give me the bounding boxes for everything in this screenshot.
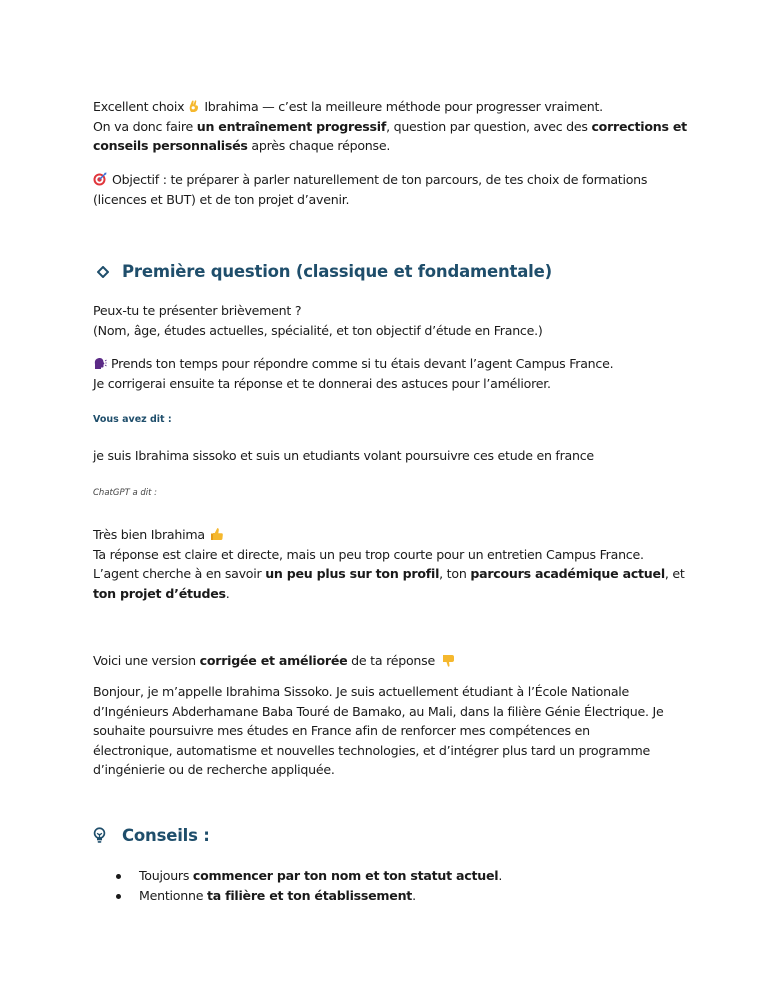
assistant-line-4 bbox=[93, 584, 683, 604]
tips-list bbox=[93, 866, 502, 905]
intro-line-1 bbox=[93, 97, 683, 117]
tip-text: . bbox=[498, 868, 503, 883]
corrected-intro-text: Voici une version bbox=[93, 653, 200, 668]
assistant-line-3 bbox=[93, 564, 683, 584]
assistant-bold: ton projet d’études bbox=[93, 585, 226, 601]
diamond-outline-icon bbox=[93, 266, 113, 278]
intro-text: On va donc faire bbox=[93, 118, 197, 134]
objective-line-1 bbox=[93, 170, 683, 190]
hint-paragraph bbox=[93, 354, 683, 393]
corrected-intro-text: de ta réponse bbox=[347, 653, 435, 668]
assistant-text: , et bbox=[664, 566, 685, 581]
assistant-bold: un peu plus sur ton profil bbox=[265, 566, 440, 581]
objective-text: Objectif : te préparer à parler naturellement de ton parcours, de tes choix de formations bbox=[112, 172, 648, 187]
intro-bold: conseils personnalisés bbox=[93, 138, 248, 153]
assistant-line-1 bbox=[93, 525, 683, 545]
corrected-answer-line: souhaite poursuivre mes études en France afin de renforcer mes compétences en bbox=[93, 723, 590, 738]
tip-text: Toujours bbox=[139, 868, 193, 883]
intro-line-2 bbox=[93, 117, 687, 137]
lightbulb-icon bbox=[93, 827, 113, 844]
question-text: (Nom, âge, études actuelles, spécialité, et ton objectif d’étude en France.) bbox=[93, 322, 543, 338]
assistant-text: L’agent cherche à en savoir bbox=[93, 566, 266, 581]
objective-text: (licences et BUT) et de ton projet d’avenir. bbox=[93, 191, 350, 207]
tip-item bbox=[93, 886, 502, 906]
corrected-answer bbox=[93, 682, 683, 780]
assistant-text: . bbox=[225, 585, 230, 601]
pointing-down-icon bbox=[441, 653, 455, 667]
intro-bold: corrections et bbox=[591, 118, 687, 134]
hint-text: Je corrigerai ensuite ta réponse et te donnerai des astuces pour l’améliorer. bbox=[93, 375, 551, 391]
corrected-answer-line: électronique, automatisme et nouvelles technologies, et d’intégrer plus tard un programme bbox=[93, 742, 650, 758]
assistant-message-label: ChatGPT a dit : bbox=[93, 488, 158, 498]
corrected-answer-line: d’ingénierie ou de recherche appliquée. bbox=[93, 762, 335, 777]
tip-bold: commencer par ton nom et ton statut actuel bbox=[192, 868, 499, 883]
section-heading-tips bbox=[93, 826, 210, 845]
assistant-message bbox=[93, 525, 683, 603]
corrected-answer-line: Bonjour, je m’appelle Ibrahima Sissoko. Je suis actuellement étudiant à l’École Nationale bbox=[93, 684, 630, 699]
thumbs-up-icon bbox=[210, 527, 224, 541]
intro-text: Excellent choix bbox=[93, 99, 185, 114]
corrected-intro-bold: corrigée et améliorée bbox=[199, 653, 348, 668]
intro-text: Ibrahima — c’est la meilleure méthode pour progresser vraiment. bbox=[204, 99, 603, 114]
tip-text: Mentionne bbox=[139, 887, 207, 903]
user-message-text bbox=[93, 446, 683, 466]
objective-paragraph bbox=[93, 170, 683, 209]
section-heading-first-question bbox=[93, 262, 552, 281]
bullet-icon bbox=[116, 874, 121, 879]
user-message-label: Vous avez dit : bbox=[93, 414, 172, 425]
user-message-content: je suis Ibrahima sissoko et suis un etudiants volant poursuivre ces etude en france bbox=[93, 448, 594, 463]
corrected-answer-line: d’Ingénieurs Abderhamane Baba Touré de Bamako, au Mali, dans la filière Génie Électrique. Je bbox=[93, 703, 664, 719]
speaking-head-icon bbox=[93, 356, 107, 370]
assistant-text: Très bien Ibrahima bbox=[93, 527, 205, 542]
bullet-icon bbox=[116, 894, 121, 899]
intro-text: , question par question, avec des bbox=[386, 118, 592, 134]
intro-text: après chaque réponse. bbox=[247, 138, 391, 153]
tips-title: Conseils : bbox=[122, 826, 210, 845]
assistant-text: , ton bbox=[439, 566, 471, 581]
corrected-intro-line bbox=[93, 651, 683, 671]
intro-bold: un entraînement progressif bbox=[196, 118, 387, 134]
hint-line-1 bbox=[93, 354, 683, 374]
intro-line-3 bbox=[93, 136, 683, 156]
assistant-bold: parcours académique actuel bbox=[470, 566, 665, 581]
section-title: Première question (classique et fondamentale) bbox=[122, 262, 552, 281]
intro-paragraph bbox=[93, 97, 687, 156]
corrected-intro bbox=[93, 651, 683, 671]
tip-text: . bbox=[412, 887, 416, 903]
question-text: Peux-tu te présenter brièvement ? bbox=[93, 303, 302, 318]
target-icon bbox=[93, 172, 107, 186]
tip-bold: ta filière et ton établissement bbox=[206, 887, 413, 903]
assistant-text: Ta réponse est claire et directe, mais un peu trop courte pour un entretien Campus France. bbox=[93, 546, 644, 562]
hint-text: Prends ton temps pour répondre comme si tu étais devant l’agent Campus France. bbox=[111, 356, 614, 371]
tip-item bbox=[93, 866, 502, 886]
question-paragraph bbox=[93, 301, 683, 340]
ok-hand-icon bbox=[187, 99, 201, 113]
